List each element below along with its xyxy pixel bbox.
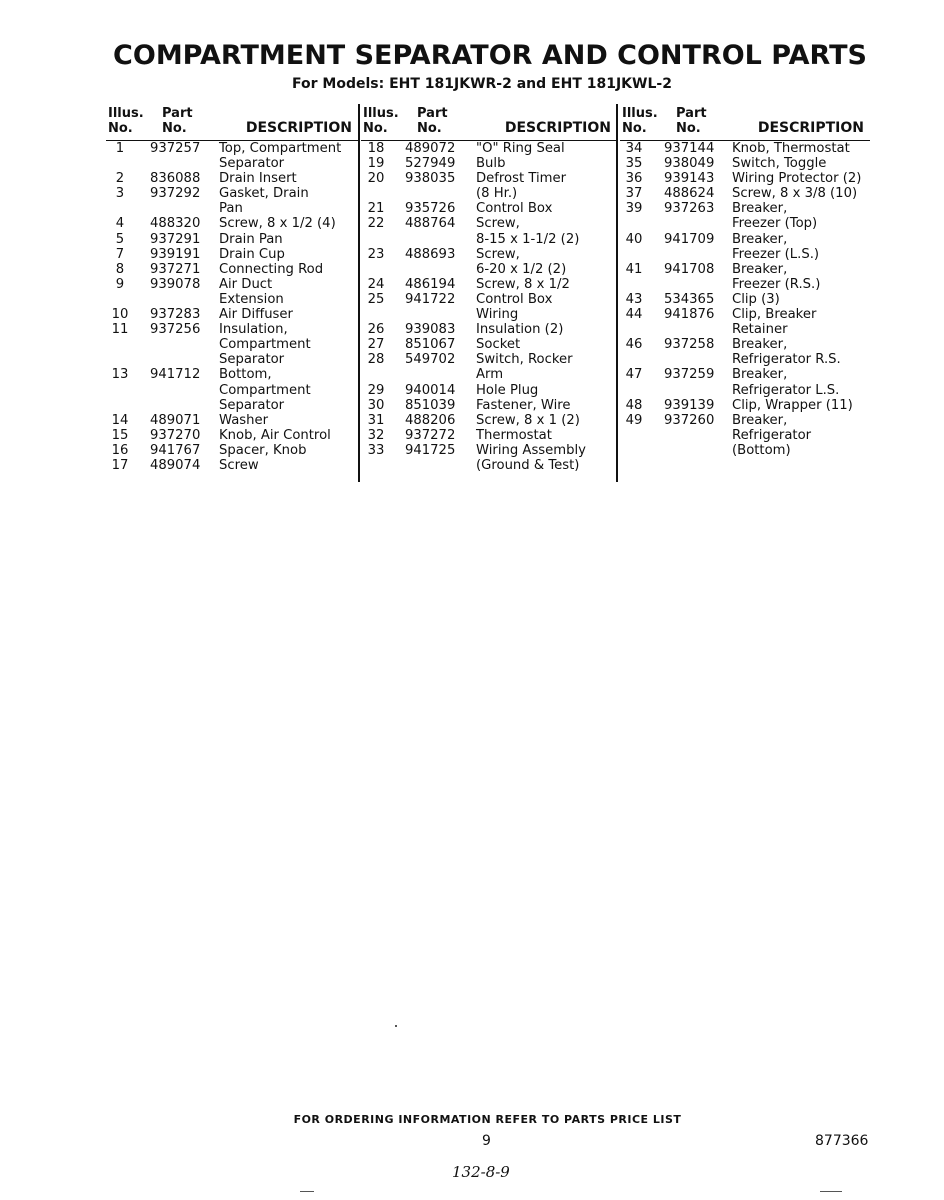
parts-rows [106, 141, 358, 473]
illus-number: 24 [367, 276, 385, 292]
illus-number: 44 [625, 307, 643, 323]
description-line: Wiring [476, 307, 519, 323]
illus-number: 48 [625, 397, 643, 413]
illus-number: 4 [115, 216, 125, 232]
part-number: 937260 [664, 412, 715, 428]
part-number: 937271 [150, 261, 201, 277]
scan-speck [820, 1191, 842, 1192]
illus-number: 2 [115, 171, 125, 187]
description-line: Breaker, [732, 337, 788, 353]
part-row [620, 186, 870, 201]
description-line: Hole Plug [476, 382, 539, 398]
part-description [476, 171, 617, 201]
part-row [620, 141, 870, 156]
part-row [106, 428, 358, 443]
column-divider [616, 104, 618, 482]
part-number: 937272 [405, 427, 456, 443]
part-description [219, 216, 358, 231]
illus-number: 25 [367, 291, 385, 307]
illus-number: 14 [111, 412, 129, 428]
illus-number: 28 [367, 352, 385, 368]
part-row [106, 186, 358, 216]
part-header: Part [676, 106, 707, 121]
description-line: Clip, Wrapper (11) [732, 397, 853, 413]
illus-number: 9 [115, 276, 125, 292]
part-row [620, 398, 870, 413]
description-line: Breaker, [732, 412, 788, 428]
description-line: Separator [219, 156, 285, 172]
description-line: Refrigerator L.S. [732, 382, 840, 398]
description-line: Clip, Breaker [732, 307, 817, 323]
description-line: Knob, Air Control [219, 427, 331, 443]
page-number: 9 [482, 1133, 491, 1149]
part-number: 489074 [150, 457, 201, 473]
part-row [361, 292, 617, 322]
description-line: Switch, Rocker [476, 352, 573, 368]
ordering-note: FOR ORDERING INFORMATION REFER TO PARTS PRICE LIST [293, 1113, 682, 1126]
illus-number: 7 [115, 246, 125, 262]
description-line: (Bottom) [732, 442, 791, 458]
illus-number: 11 [111, 322, 129, 338]
part-number: 941876 [664, 307, 715, 323]
part-row [106, 277, 358, 307]
illus-no-header: No. [108, 121, 133, 136]
illus-number: 26 [367, 322, 385, 338]
part-number: 488693 [405, 246, 456, 262]
page-title: COMPARTMENT SEPARATOR AND CONTROL PARTS [113, 40, 867, 71]
description-line: Refrigerator [732, 427, 812, 443]
illus-number: 20 [367, 171, 385, 187]
illus-number: 15 [111, 427, 129, 443]
part-row [620, 367, 870, 397]
part-row [361, 443, 617, 473]
document-number: 877366 [815, 1133, 869, 1149]
part-description [219, 443, 358, 458]
description-line: Bulb [476, 156, 506, 172]
part-number: 937144 [664, 141, 715, 156]
part-number: 939083 [405, 322, 456, 338]
part-row [620, 171, 870, 186]
illus-number: 22 [367, 216, 385, 232]
description-line: Wiring Protector (2) [732, 171, 862, 187]
part-row [620, 201, 870, 231]
part-description [219, 458, 358, 473]
part-description [476, 201, 617, 216]
description-line: Socket [476, 337, 521, 353]
part-number: 937270 [150, 427, 201, 443]
part-description [219, 307, 358, 322]
part-description [219, 262, 358, 277]
description-line: Arm [476, 367, 504, 383]
part-description [476, 413, 617, 428]
part-number: 486194 [405, 276, 456, 292]
column-header [106, 104, 358, 141]
part-description [219, 141, 358, 171]
part-number: 488206 [405, 412, 456, 428]
part-row [106, 443, 358, 458]
part-row [620, 292, 870, 307]
part-number: 941709 [664, 231, 715, 247]
description-line: Switch, Toggle [732, 156, 827, 172]
part-number: 941722 [405, 291, 456, 307]
illus-number: 40 [625, 231, 643, 247]
part-description [219, 186, 358, 216]
column-header [361, 104, 617, 141]
description-line: Drain Pan [219, 231, 283, 247]
part-number: 941767 [150, 442, 201, 458]
description-line: Compartment [219, 337, 311, 353]
part-number: 939078 [150, 276, 201, 292]
part-description [219, 277, 358, 307]
part-number: 938049 [664, 156, 715, 172]
part-description [476, 352, 617, 382]
part-row [361, 171, 617, 201]
part-description [476, 216, 617, 246]
part-description [219, 367, 358, 412]
illus-number: 34 [625, 141, 643, 156]
part-description [732, 337, 870, 367]
parts-rows [361, 141, 617, 473]
illus-number: 29 [367, 382, 385, 398]
part-description [476, 443, 617, 473]
part-row [620, 307, 870, 337]
description-line: (Ground & Test) [476, 457, 580, 473]
description-line: Separator [219, 397, 285, 413]
part-description [732, 292, 870, 307]
description-line: Wiring Assembly [476, 442, 586, 458]
part-description [476, 292, 617, 322]
part-description [732, 262, 870, 292]
part-row [620, 232, 870, 262]
description-line: Breaker, [732, 231, 788, 247]
description-line: Screw, 8 x 3/8 (10) [732, 186, 858, 202]
part-row [361, 201, 617, 216]
part-number: 937283 [150, 307, 201, 323]
illus-header: Illus. [622, 106, 658, 121]
description-line: Defrost Timer [476, 171, 567, 187]
part-number: 937291 [150, 231, 201, 247]
illus-number: 31 [367, 412, 385, 428]
part-row [361, 322, 617, 337]
part-number: 939143 [664, 171, 715, 187]
illus-number: 1 [115, 141, 125, 156]
part-description [219, 322, 358, 367]
illus-number: 33 [367, 442, 385, 458]
description-line: Screw, 8 x 1/2 [476, 276, 570, 292]
illus-number: 18 [367, 141, 385, 156]
part-description [476, 156, 617, 171]
illus-header: Illus. [108, 106, 144, 121]
part-number: 941725 [405, 442, 456, 458]
parts-column-3 [620, 104, 870, 458]
illus-number: 37 [625, 186, 643, 202]
description-line: Washer [219, 412, 269, 428]
description-line: Compartment [219, 382, 311, 398]
illus-number: 47 [625, 367, 643, 383]
illus-number: 46 [625, 337, 643, 353]
part-number: 851039 [405, 397, 456, 413]
description-line: Insulation, [219, 322, 288, 338]
part-number: 534365 [664, 291, 715, 307]
part-number: 939139 [664, 397, 715, 413]
description-line: Bottom, [219, 367, 272, 383]
illus-number: 13 [111, 367, 129, 383]
description-line: Drain Insert [219, 171, 297, 187]
scan-speck [300, 1191, 314, 1192]
part-description [476, 247, 617, 277]
description-line: Spacer, Knob [219, 442, 307, 458]
description-line: Breaker, [732, 261, 788, 277]
illus-header: Illus. [363, 106, 399, 121]
part-number: 937259 [664, 367, 715, 383]
handwritten-note: 132-8-9 [452, 1163, 510, 1181]
description-line: Thermostat [476, 427, 552, 443]
part-description [219, 171, 358, 186]
description-line: Air Duct [219, 276, 273, 292]
illus-number: 41 [625, 261, 643, 277]
illus-number: 21 [367, 201, 385, 217]
part-row [361, 216, 617, 246]
part-number: 489072 [405, 141, 456, 156]
description-line: Pan [219, 201, 243, 217]
part-number: 489071 [150, 412, 201, 428]
part-row [361, 383, 617, 398]
part-row [106, 141, 358, 171]
illus-number: 27 [367, 337, 385, 353]
part-description [732, 141, 870, 156]
description-line: Retainer [732, 322, 788, 338]
description-header: DESCRIPTION [504, 120, 611, 136]
illus-no-header: No. [363, 121, 388, 136]
part-row [361, 247, 617, 277]
illus-number: 49 [625, 412, 643, 428]
part-description [476, 398, 617, 413]
description-line: Freezer (R.S.) [732, 276, 821, 292]
description-line: Freezer (L.S.) [732, 246, 820, 262]
illus-number: 3 [115, 186, 125, 202]
part-row [106, 367, 358, 412]
part-description [476, 322, 617, 337]
description-line: Gasket, Drain [219, 186, 309, 202]
part-description [476, 383, 617, 398]
illus-no-header: No. [622, 121, 647, 136]
part-row [106, 247, 358, 262]
illus-number: 35 [625, 156, 643, 172]
description-line: Screw, [476, 216, 520, 232]
part-description [732, 171, 870, 186]
illus-number: 43 [625, 291, 643, 307]
part-number: 937263 [664, 201, 715, 217]
part-row [106, 307, 358, 322]
illus-number: 5 [115, 231, 125, 247]
part-row [361, 398, 617, 413]
illus-number: 30 [367, 397, 385, 413]
part-description [732, 413, 870, 458]
part-row [361, 156, 617, 171]
part-row [361, 277, 617, 292]
part-no-header: No. [417, 121, 442, 136]
part-number: 488764 [405, 216, 456, 232]
description-line: 6-20 x 1/2 (2) [476, 261, 567, 277]
models-subtitle: For Models: EHT 181JKWR-2 and EHT 181JKWL-2 [292, 76, 672, 92]
part-header: Part [162, 106, 193, 121]
part-number: 941712 [150, 367, 201, 383]
part-row [106, 232, 358, 247]
description-line: Connecting Rod [219, 261, 324, 277]
part-description [219, 413, 358, 428]
description-line: Drain Cup [219, 246, 285, 262]
part-number: 488624 [664, 186, 715, 202]
description-line: (8 Hr.) [476, 186, 518, 202]
part-row [620, 156, 870, 171]
illus-number: 36 [625, 171, 643, 187]
part-number: 549702 [405, 352, 456, 368]
description-line: Insulation (2) [476, 322, 564, 338]
part-row [361, 428, 617, 443]
part-row [361, 352, 617, 382]
part-row [620, 337, 870, 367]
column-header [620, 104, 870, 141]
part-description [732, 156, 870, 171]
part-row [620, 413, 870, 458]
description-line: Screw [219, 457, 259, 473]
part-row [361, 337, 617, 352]
description-line: Separator [219, 352, 285, 368]
part-description [732, 186, 870, 201]
part-number: 939191 [150, 246, 201, 262]
description-line: Screw, 8 x 1 (2) [476, 412, 580, 428]
illus-number: 10 [111, 307, 129, 323]
illus-number: 19 [367, 156, 385, 172]
description-line: Refrigerator R.S. [732, 352, 841, 368]
part-description [219, 428, 358, 443]
part-row [106, 322, 358, 367]
description-line: Fastener, Wire [476, 397, 571, 413]
illus-number: 23 [367, 246, 385, 262]
part-row [106, 171, 358, 186]
description-line: Air Diffuser [219, 307, 293, 323]
part-no-header: No. [676, 121, 701, 136]
description-line: Control Box [476, 291, 553, 307]
part-number: 937257 [150, 141, 201, 156]
part-number: 851067 [405, 337, 456, 353]
parts-column-2 [361, 104, 617, 473]
illus-number: 16 [111, 442, 129, 458]
part-number: 527949 [405, 156, 456, 172]
illus-number: 32 [367, 427, 385, 443]
part-row [620, 262, 870, 292]
parts-column-1 [106, 104, 358, 473]
part-number: 941708 [664, 261, 715, 277]
description-line: 8-15 x 1-1/2 (2) [476, 231, 580, 247]
part-description [476, 337, 617, 352]
part-description [732, 201, 870, 231]
part-number: 488320 [150, 216, 201, 232]
description-line: Knob, Thermostat [732, 141, 850, 156]
description-line: Extension [219, 291, 284, 307]
illus-number: 17 [111, 457, 129, 473]
description-line: Control Box [476, 201, 553, 217]
part-description [219, 232, 358, 247]
column-divider [358, 104, 360, 482]
part-number: 938035 [405, 171, 456, 187]
part-number: 937292 [150, 186, 201, 202]
part-description [219, 247, 358, 262]
part-row [106, 262, 358, 277]
part-description [732, 398, 870, 413]
description-line: "O" Ring Seal [476, 141, 565, 156]
part-number: 935726 [405, 201, 456, 217]
part-description [732, 232, 870, 262]
part-row [361, 413, 617, 428]
description-header: DESCRIPTION [757, 120, 864, 136]
scan-speck [395, 1025, 397, 1027]
description-line: Breaker, [732, 367, 788, 383]
part-description [476, 428, 617, 443]
part-number: 937258 [664, 337, 715, 353]
description-line: Clip (3) [732, 291, 780, 307]
illus-number: 39 [625, 201, 643, 217]
part-description [732, 307, 870, 337]
part-row [106, 458, 358, 473]
description-header: DESCRIPTION [245, 120, 352, 136]
part-number: 940014 [405, 382, 456, 398]
part-description [476, 141, 617, 156]
part-number: 836088 [150, 171, 201, 187]
part-number: 937256 [150, 322, 201, 338]
description-line: Breaker, [732, 201, 788, 217]
parts-rows [620, 141, 870, 458]
part-row [361, 141, 617, 156]
part-description [732, 367, 870, 397]
description-line: Screw, [476, 246, 520, 262]
part-description [476, 277, 617, 292]
description-line: Top, Compartment [219, 141, 342, 156]
description-line: Screw, 8 x 1/2 (4) [219, 216, 336, 232]
part-row [106, 413, 358, 428]
part-no-header: No. [162, 121, 187, 136]
description-line: Freezer (Top) [732, 216, 818, 232]
part-row [106, 216, 358, 231]
illus-number: 8 [115, 261, 125, 277]
part-header: Part [417, 106, 448, 121]
